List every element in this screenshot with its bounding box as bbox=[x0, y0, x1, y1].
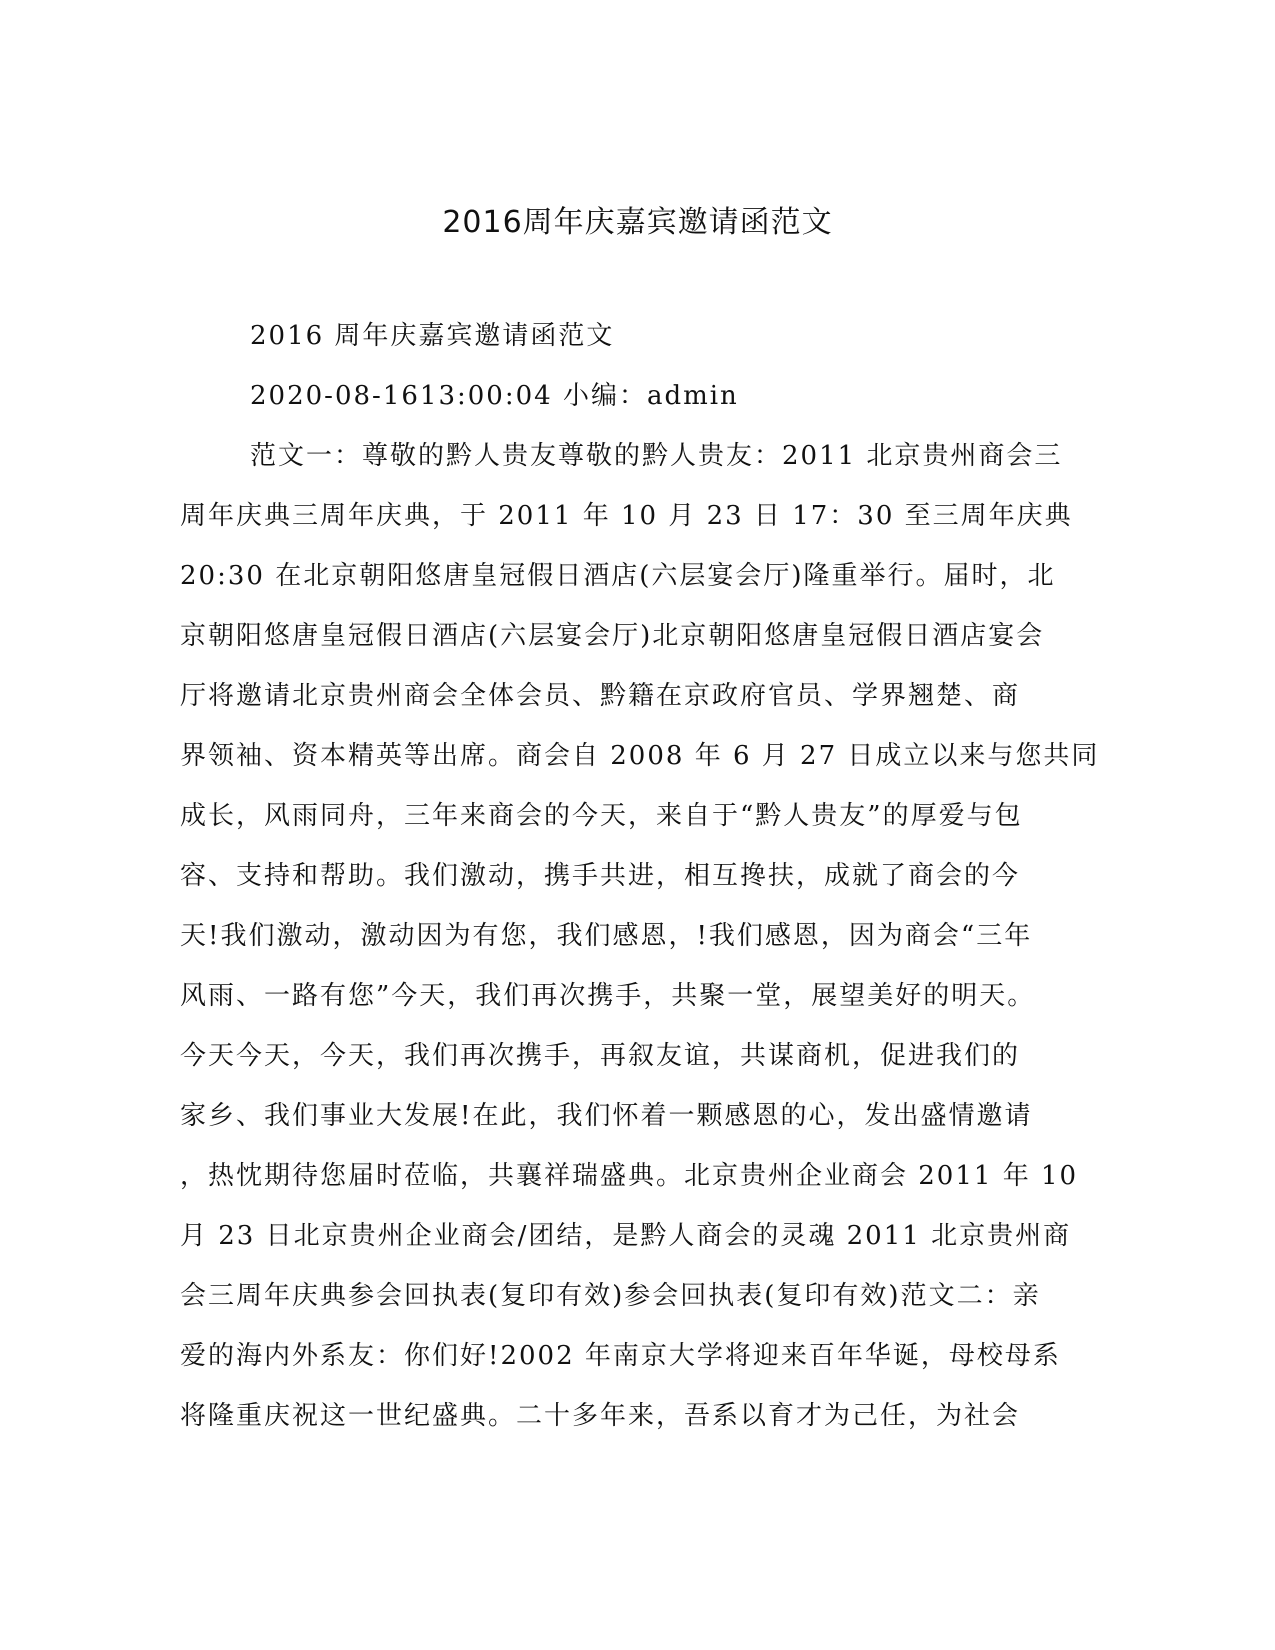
paragraph-line: 厅将邀请北京贵州商会全体会员、黔籍在京政府官员、学界翘楚、商 bbox=[180, 681, 1021, 711]
date-author-line: 2020-08-1613:00:04 小编：admin bbox=[250, 381, 739, 411]
paragraph-line: 天!我们激动，激动因为有您，我们感恩，!我们感恩，因为商会“三年 bbox=[180, 921, 1033, 951]
paragraph-line: 月 23 日北京贵州企业商会/团结，是黔人商会的灵魂 2011 北京贵州商 bbox=[180, 1221, 1072, 1251]
paragraph-line: 成长，风雨同舟，三年来商会的今天，来自于“黔人贵友”的厚爱与包 bbox=[180, 801, 1023, 831]
paragraph-line: 周年庆典三周年庆典，于 2011 年 10 月 23 日 17：30 至三周年庆典 bbox=[180, 501, 1073, 531]
paragraph-line: 容、支持和帮助。我们激动，携手共进，相互搀扶，成就了商会的今 bbox=[180, 861, 1021, 891]
subtitle-line: 2016 周年庆嘉宾邀请函范文 bbox=[250, 321, 615, 351]
paragraph-line: 20:30 在北京朝阳悠唐皇冠假日酒店(六层宴会厅)隆重举行。届时，北 bbox=[180, 561, 1056, 591]
paragraph-line: ，热忱期待您届时莅临，共襄祥瑞盛典。北京贵州企业商会 2011 年 10 bbox=[180, 1161, 1079, 1191]
page-title: 2016周年庆嘉宾邀请函范文 bbox=[442, 205, 833, 240]
paragraph-line: 界领袖、资本精英等出席。商会自 2008 年 6 月 27 日成立以来与您共同 bbox=[180, 741, 1100, 771]
paragraph-line: 家乡、我们事业大发展!在此，我们怀着一颗感恩的心，发出盛情邀请 bbox=[180, 1101, 1033, 1131]
paragraph-line: 风雨、一路有您”今天，我们再次携手，共聚一堂，展望美好的明天。 bbox=[180, 981, 1036, 1011]
document-body bbox=[180, 306, 1100, 1446]
paragraph-line: 范文一：尊敬的黔人贵友尊敬的黔人贵友：2011 北京贵州商会三 bbox=[250, 441, 1063, 471]
paragraph-line: 今天今天，今天，我们再次携手，再叙友谊，共谋商机，促进我们的 bbox=[180, 1041, 1021, 1071]
paragraph-line: 会三周年庆典参会回执表(复印有效)参会回执表(复印有效)范文二：亲 bbox=[180, 1281, 1041, 1311]
paragraph-line: 爱的海内外系友：你们好!2002 年南京大学将迎来百年华诞，母校母系 bbox=[180, 1341, 1061, 1371]
paragraph-line: 京朝阳悠唐皇冠假日酒店(六层宴会厅)北京朝阳悠唐皇冠假日酒店宴会 bbox=[180, 621, 1045, 651]
paragraph-line: 将隆重庆祝这一世纪盛典。二十多年来，吾系以育才为己任，为社会 bbox=[180, 1401, 1021, 1431]
